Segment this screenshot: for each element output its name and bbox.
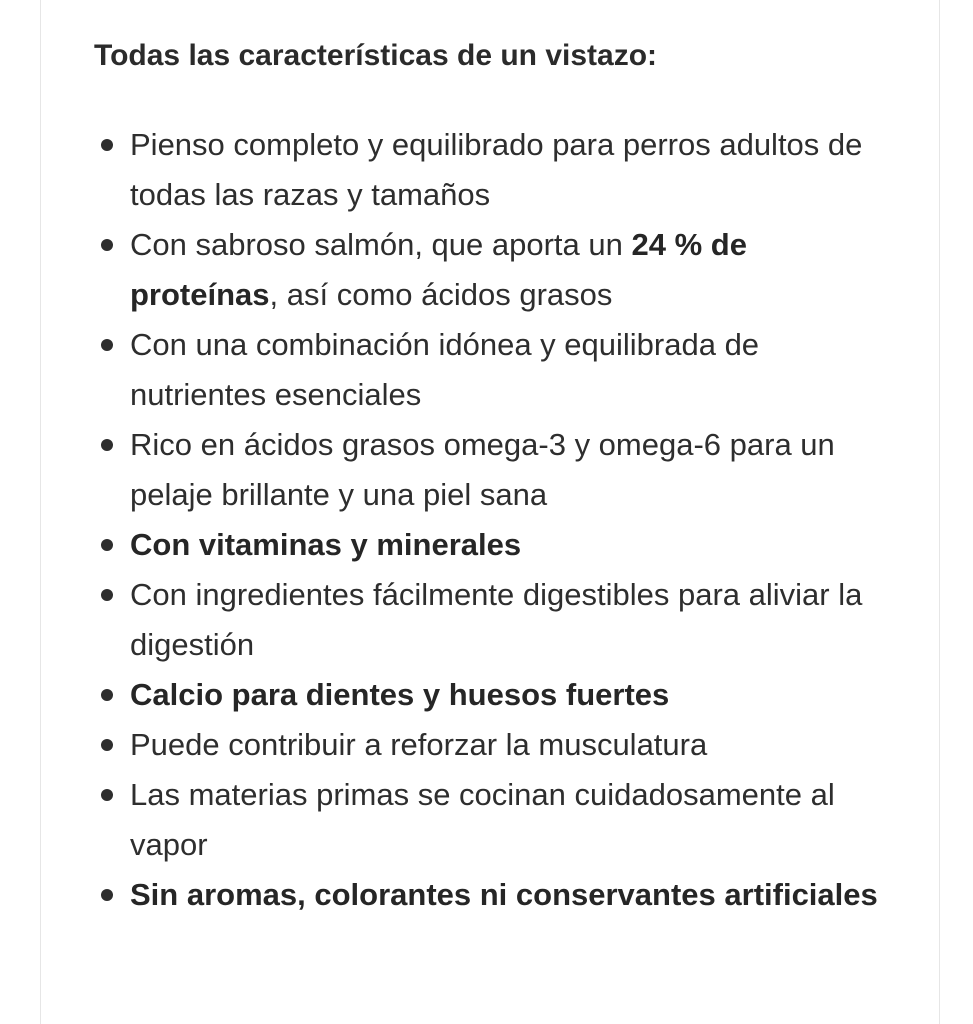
- feature-text-bold: Calcio para dientes y huesos fuertes: [130, 677, 670, 712]
- feature-text: Las materias primas se cocinan cuidadosamente al vapor: [130, 777, 835, 862]
- feature-item: [101, 220, 901, 320]
- bullet-icon: [101, 439, 113, 451]
- feature-text: , así como ácidos grasos: [269, 277, 613, 312]
- bullet-icon: [101, 689, 113, 701]
- bullet-icon: [101, 239, 113, 251]
- feature-item: [101, 570, 901, 670]
- feature-item: [101, 670, 901, 720]
- bullet-icon: [101, 789, 113, 801]
- feature-text: Rico en ácidos grasos omega-3 y omega-6 para un pelaje brillante y una piel sana: [130, 427, 835, 512]
- feature-item: [101, 870, 901, 920]
- feature-item: [101, 120, 901, 220]
- feature-text-bold: Sin aromas, colorantes ni conservantes artificiales: [130, 877, 878, 912]
- bullet-icon: [101, 539, 113, 551]
- features-list: [101, 120, 901, 920]
- feature-text: Con una combinación idónea y equilibrada de nutrientes esenciales: [130, 327, 760, 412]
- bullet-icon: [101, 889, 113, 901]
- feature-item: [101, 720, 901, 770]
- feature-item: [101, 520, 901, 570]
- feature-item: [101, 320, 901, 420]
- feature-text: Con ingredientes fácilmente digestibles para aliviar la digestión: [130, 577, 863, 662]
- bullet-icon: [101, 139, 113, 151]
- feature-text-bold: Con vitaminas y minerales: [130, 527, 522, 562]
- feature-text-bold: 24 % de proteínas: [130, 227, 747, 312]
- feature-item: [101, 420, 901, 520]
- bullet-icon: [101, 339, 113, 351]
- feature-text: Con sabroso salmón, que aporta un: [130, 227, 632, 262]
- product-features-card: [40, 0, 940, 1024]
- bullet-icon: [101, 739, 113, 751]
- section-heading: Todas las características de un vistazo:: [94, 39, 658, 72]
- feature-text: Puede contribuir a reforzar la musculatura: [130, 727, 708, 762]
- feature-text: Pienso completo y equilibrado para perros adultos de todas las razas y tamaños: [130, 127, 863, 212]
- feature-item: [101, 770, 901, 870]
- bullet-icon: [101, 589, 113, 601]
